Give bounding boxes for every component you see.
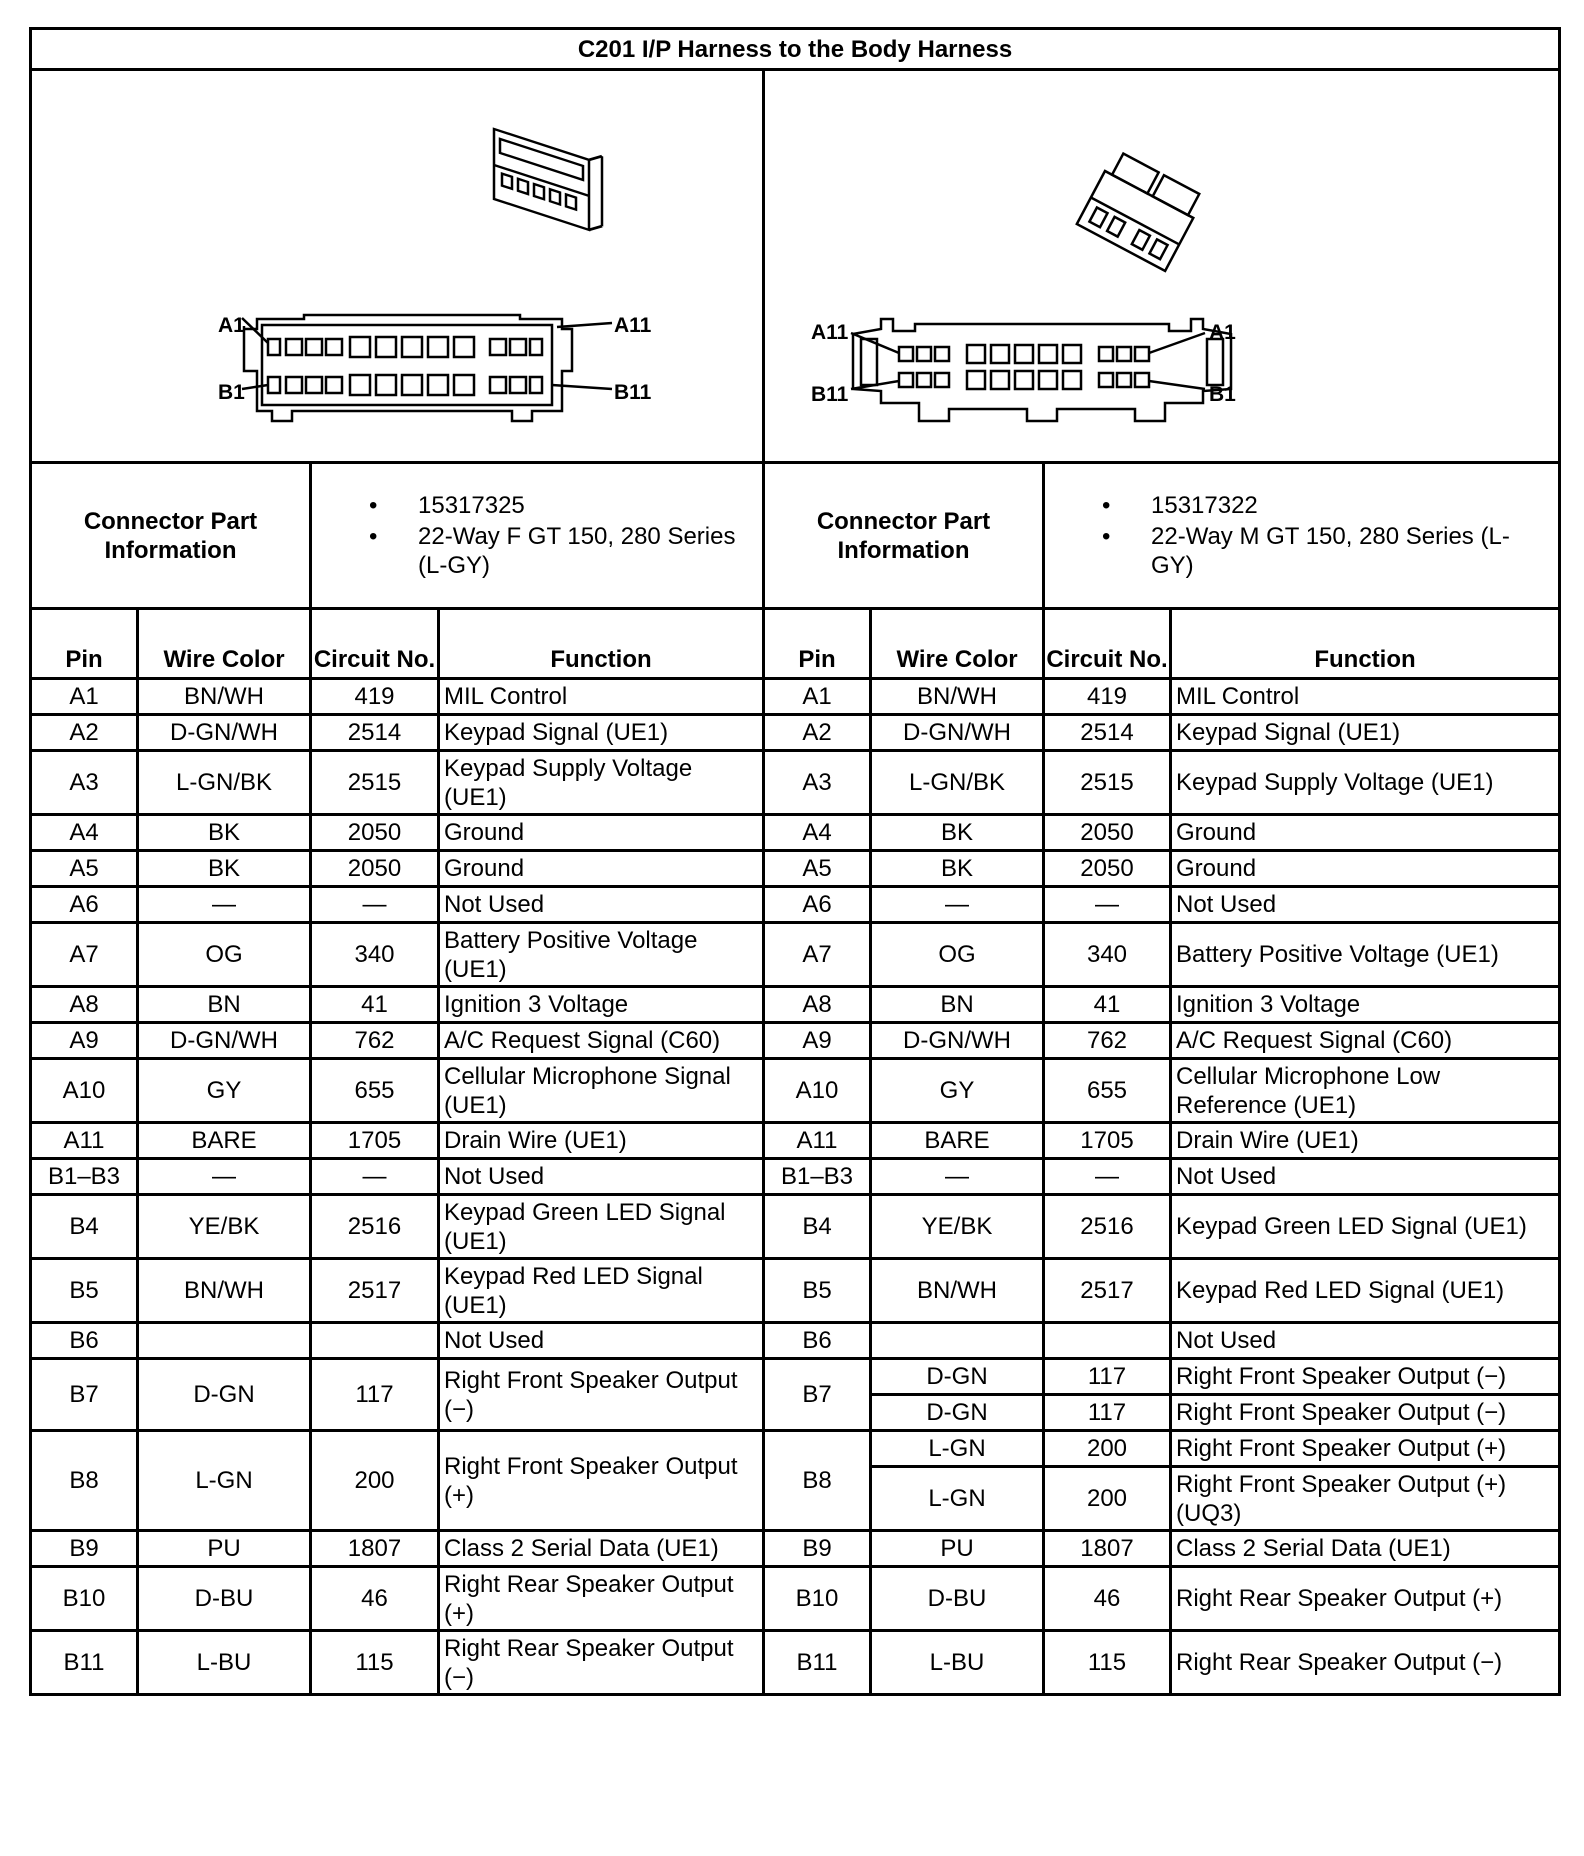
pin-cell: A11	[764, 1123, 871, 1159]
function-cell: Keypad Green LED Signal (UE1)	[1171, 1195, 1560, 1259]
wire-color-cell: L-GN	[138, 1431, 311, 1531]
circuit-cell: 340	[311, 923, 439, 987]
table-title: C201 I/P Harness to the Body Harness	[31, 29, 1560, 70]
circuit-cell: 762	[311, 1023, 439, 1059]
left-connector-diagram	[31, 70, 764, 463]
function-cell: Right Rear Speaker Output (+)	[439, 1567, 764, 1631]
circuit-cell: 2050	[1044, 815, 1171, 851]
function-cell: MIL Control	[1171, 679, 1560, 715]
wire-color-cell: L-GN	[871, 1467, 1044, 1531]
function-cell: Keypad Green LED Signal (UE1)	[439, 1195, 764, 1259]
wire-color-cell: BK	[871, 851, 1044, 887]
circuit-cell: 200	[311, 1431, 439, 1531]
wire-color-cell: BK	[138, 851, 311, 887]
circuit-cell: 655	[1044, 1059, 1171, 1123]
header-circuit-no: Circuit No.	[311, 609, 439, 679]
function-cell: Ground	[1171, 851, 1560, 887]
circuit-cell: 115	[1044, 1631, 1171, 1695]
wire-color-cell: GY	[138, 1059, 311, 1123]
pin-cell: A5	[764, 851, 871, 887]
wire-color-cell: BK	[138, 815, 311, 851]
wire-color-cell: L-BU	[871, 1631, 1044, 1695]
wire-color-cell: BARE	[138, 1123, 311, 1159]
circuit-cell: 200	[1044, 1431, 1171, 1467]
pin-cell: B7	[764, 1359, 871, 1431]
function-cell: Keypad Signal (UE1)	[1171, 715, 1560, 751]
pin-cell: A7	[764, 923, 871, 987]
circuit-cell	[311, 1323, 439, 1359]
pin-cell: B1–B3	[764, 1159, 871, 1195]
header-wire-color: Wire Color	[871, 609, 1044, 679]
pin-cell: A3	[764, 751, 871, 815]
circuit-cell: 2516	[311, 1195, 439, 1259]
wire-color-cell	[138, 1323, 311, 1359]
pin-cell: B10	[764, 1567, 871, 1631]
circuit-cell: 762	[1044, 1023, 1171, 1059]
function-cell: Right Front Speaker Output (+) (UQ3)	[1171, 1467, 1560, 1531]
wire-color-cell: —	[871, 887, 1044, 923]
table-row	[31, 1323, 1560, 1359]
function-cell: Not Used	[1171, 1159, 1560, 1195]
wire-color-cell: BN/WH	[871, 679, 1044, 715]
wire-color-cell: PU	[138, 1531, 311, 1567]
pin-cell: A6	[31, 887, 138, 923]
function-cell: Right Rear Speaker Output (+)	[1171, 1567, 1560, 1631]
pin-cell: A6	[764, 887, 871, 923]
table-row	[31, 1567, 1560, 1631]
function-cell: MIL Control	[439, 679, 764, 715]
header-circuit-no: Circuit No.	[1044, 609, 1171, 679]
part-info-item: • 22-Way M GT 150, 280 Series (L-GY)	[1102, 523, 1510, 579]
function-cell: Class 2 Serial Data (UE1)	[439, 1531, 764, 1567]
table-row	[31, 1531, 1560, 1567]
circuit-cell: —	[311, 1159, 439, 1195]
circuit-cell: 115	[311, 1631, 439, 1695]
function-cell: Keypad Red LED Signal (UE1)	[439, 1259, 764, 1323]
table-row	[31, 1023, 1560, 1059]
circuit-cell: 1705	[1044, 1123, 1171, 1159]
pin-cell: B8	[31, 1431, 138, 1531]
table-row	[31, 1359, 1560, 1395]
label-a11: A11	[614, 314, 652, 337]
function-cell: Not Used	[1171, 887, 1560, 923]
pin-cell: B6	[31, 1323, 138, 1359]
connector-sheet	[29, 27, 1558, 1838]
wire-color-cell: BN/WH	[138, 1259, 311, 1323]
table-row	[31, 1159, 1560, 1195]
function-cell: Ignition 3 Voltage	[439, 987, 764, 1023]
right-connector-part-label: Connector Part Information	[764, 463, 1044, 609]
wire-color-cell: OG	[138, 923, 311, 987]
wire-color-cell: L-GN	[871, 1431, 1044, 1467]
header-wire-color: Wire Color	[138, 609, 311, 679]
wire-color-cell: GY	[871, 1059, 1044, 1123]
function-cell: Not Used	[439, 887, 764, 923]
circuit-cell: 41	[1044, 987, 1171, 1023]
table-row	[31, 887, 1560, 923]
circuit-cell: 46	[311, 1567, 439, 1631]
label-a1: A1	[1209, 321, 1236, 344]
label-a1: A1	[218, 314, 245, 337]
label-b11: B11	[614, 381, 652, 404]
wire-color-cell: D-BU	[138, 1567, 311, 1631]
table-row	[31, 923, 1560, 987]
wire-color-cell: D-GN/WH	[871, 1023, 1044, 1059]
pin-cell: A7	[31, 923, 138, 987]
pin-cell: A8	[764, 987, 871, 1023]
circuit-cell: 200	[1044, 1467, 1171, 1531]
pin-cell: A4	[764, 815, 871, 851]
circuit-cell: 46	[1044, 1567, 1171, 1631]
circuit-cell: 655	[311, 1059, 439, 1123]
label-b1: B1	[1209, 383, 1236, 406]
function-cell: Class 2 Serial Data (UE1)	[1171, 1531, 1560, 1567]
table-row	[31, 1259, 1560, 1323]
function-cell: A/C Request Signal (C60)	[439, 1023, 764, 1059]
pin-cell: B10	[31, 1567, 138, 1631]
wire-color-cell: L-GN/BK	[871, 751, 1044, 815]
function-cell: Ground	[439, 851, 764, 887]
pin-cell: B11	[31, 1631, 138, 1695]
pin-cell: A2	[31, 715, 138, 751]
header-function: Function	[439, 609, 764, 679]
table-row	[31, 987, 1560, 1023]
wire-color-cell: L-BU	[138, 1631, 311, 1695]
circuit-cell: 1807	[1044, 1531, 1171, 1567]
wire-color-cell: BARE	[871, 1123, 1044, 1159]
function-cell: Keypad Supply Voltage (UE1)	[1171, 751, 1560, 815]
part-info-item: • 15317322	[1102, 492, 1258, 519]
function-cell: Keypad Supply Voltage (UE1)	[439, 751, 764, 815]
wire-color-cell: BK	[871, 815, 1044, 851]
function-cell: Right Front Speaker Output (+)	[439, 1431, 764, 1531]
function-cell: Right Front Speaker Output (−)	[1171, 1395, 1560, 1431]
column-header-row	[31, 609, 1560, 679]
function-cell: Drain Wire (UE1)	[1171, 1123, 1560, 1159]
circuit-cell: 117	[1044, 1395, 1171, 1431]
function-cell: Keypad Red LED Signal (UE1)	[1171, 1259, 1560, 1323]
pin-cell: B4	[31, 1195, 138, 1259]
right-part-info	[1044, 463, 1560, 609]
wire-color-cell: OG	[871, 923, 1044, 987]
wire-color-cell: BN	[138, 987, 311, 1023]
wire-color-cell: —	[871, 1159, 1044, 1195]
wire-color-cell: BN/WH	[138, 679, 311, 715]
circuit-cell: 419	[311, 679, 439, 715]
circuit-cell: 2515	[1044, 751, 1171, 815]
wire-color-cell: YE/BK	[138, 1195, 311, 1259]
function-cell: Ground	[1171, 815, 1560, 851]
label-b1: B1	[218, 381, 245, 404]
circuit-cell: 419	[1044, 679, 1171, 715]
circuit-cell: 1705	[311, 1123, 439, 1159]
pin-cell: A11	[31, 1123, 138, 1159]
pin-cell: A2	[764, 715, 871, 751]
circuit-cell: 2515	[311, 751, 439, 815]
pin-cell: A9	[764, 1023, 871, 1059]
wire-color-cell: YE/BK	[871, 1195, 1044, 1259]
circuit-cell: 1807	[311, 1531, 439, 1567]
wire-color-cell: —	[138, 887, 311, 923]
circuit-cell: 2514	[1044, 715, 1171, 751]
wire-color-cell: D-GN/WH	[871, 715, 1044, 751]
pin-cell: A10	[31, 1059, 138, 1123]
function-cell: Right Rear Speaker Output (−)	[439, 1631, 764, 1695]
pin-cell: B6	[764, 1323, 871, 1359]
function-cell: Drain Wire (UE1)	[439, 1123, 764, 1159]
pin-cell: A3	[31, 751, 138, 815]
pin-cell: B1–B3	[31, 1159, 138, 1195]
function-cell: Right Rear Speaker Output (−)	[1171, 1631, 1560, 1695]
connector-table	[29, 27, 1561, 1696]
wire-color-cell	[871, 1323, 1044, 1359]
part-info-item: • 22-Way F GT 150, 280 Series (L-GY)	[369, 523, 736, 579]
left-part-info	[311, 463, 764, 609]
wire-color-cell: BN	[871, 987, 1044, 1023]
pin-cell: A9	[31, 1023, 138, 1059]
function-cell: Right Front Speaker Output (−)	[439, 1359, 764, 1431]
circuit-cell: 340	[1044, 923, 1171, 987]
table-row	[31, 1195, 1560, 1259]
table-row	[31, 815, 1560, 851]
table-row	[31, 1631, 1560, 1695]
circuit-cell: —	[311, 887, 439, 923]
function-cell: Cellular Microphone Low Reference (UE1)	[1171, 1059, 1560, 1123]
wire-color-cell: L-GN/BK	[138, 751, 311, 815]
pin-cell: A5	[31, 851, 138, 887]
part-info-item: • 15317325	[369, 492, 525, 519]
function-cell: Ground	[439, 815, 764, 851]
circuit-cell: 2050	[311, 815, 439, 851]
female-connector-drawing	[32, 71, 765, 461]
function-cell: Keypad Signal (UE1)	[439, 715, 764, 751]
connector-3d-view	[1077, 150, 1205, 271]
circuit-cell: 2050	[1044, 851, 1171, 887]
circuit-cell: 2050	[311, 851, 439, 887]
table-row	[31, 715, 1560, 751]
pin-cell: A10	[764, 1059, 871, 1123]
left-connector-part-label: Connector Part Information	[31, 463, 311, 609]
function-cell: Ignition 3 Voltage	[1171, 987, 1560, 1023]
function-cell: Battery Positive Voltage (UE1)	[439, 923, 764, 987]
pin-cell: A4	[31, 815, 138, 851]
function-cell: Not Used	[1171, 1323, 1560, 1359]
wire-color-cell: D-GN	[138, 1359, 311, 1431]
label-b11: B11	[811, 383, 849, 406]
wire-color-cell: D-GN/WH	[138, 715, 311, 751]
function-cell: A/C Request Signal (C60)	[1171, 1023, 1560, 1059]
pin-cell: B5	[31, 1259, 138, 1323]
circuit-cell: 2516	[1044, 1195, 1171, 1259]
wire-color-cell: D-GN	[871, 1359, 1044, 1395]
pin-cell: B9	[764, 1531, 871, 1567]
circuit-cell: 117	[311, 1359, 439, 1431]
circuit-cell: 2517	[1044, 1259, 1171, 1323]
function-cell: Cellular Microphone Signal (UE1)	[439, 1059, 764, 1123]
circuit-cell: 117	[1044, 1359, 1171, 1395]
pin-cell: A1	[31, 679, 138, 715]
pin-cell: B7	[31, 1359, 138, 1431]
wire-color-cell: D-GN	[871, 1395, 1044, 1431]
pin-cell: B9	[31, 1531, 138, 1567]
function-cell: Not Used	[439, 1323, 764, 1359]
function-cell: Not Used	[439, 1159, 764, 1195]
wire-color-cell: PU	[871, 1531, 1044, 1567]
circuit-cell	[1044, 1323, 1171, 1359]
function-cell: Right Front Speaker Output (−)	[1171, 1359, 1560, 1395]
circuit-cell: —	[1044, 887, 1171, 923]
table-row	[31, 751, 1560, 815]
pin-cell: A8	[31, 987, 138, 1023]
circuit-cell: 2514	[311, 715, 439, 751]
table-row	[31, 1431, 1560, 1467]
wire-color-cell: D-BU	[871, 1567, 1044, 1631]
table-row	[31, 1123, 1560, 1159]
connector-3d-view	[494, 121, 602, 234]
table-row	[31, 851, 1560, 887]
circuit-cell: —	[1044, 1159, 1171, 1195]
wire-color-cell: BN/WH	[871, 1259, 1044, 1323]
header-pin: Pin	[31, 609, 138, 679]
table-row	[31, 679, 1560, 715]
header-function: Function	[1171, 609, 1560, 679]
wire-color-cell: D-GN/WH	[138, 1023, 311, 1059]
header-pin: Pin	[764, 609, 871, 679]
wire-color-cell: —	[138, 1159, 311, 1195]
male-connector-drawing	[765, 71, 1561, 461]
right-connector-diagram	[764, 70, 1560, 463]
function-cell: Right Front Speaker Output (+)	[1171, 1431, 1560, 1467]
pin-cell: B8	[764, 1431, 871, 1531]
circuit-cell: 2517	[311, 1259, 439, 1323]
function-cell: Battery Positive Voltage (UE1)	[1171, 923, 1560, 987]
circuit-cell: 41	[311, 987, 439, 1023]
pin-cell: A1	[764, 679, 871, 715]
pin-cell: B5	[764, 1259, 871, 1323]
table-row	[31, 1059, 1560, 1123]
pin-cell: B4	[764, 1195, 871, 1259]
label-a11: A11	[811, 321, 849, 344]
pin-cell: B11	[764, 1631, 871, 1695]
